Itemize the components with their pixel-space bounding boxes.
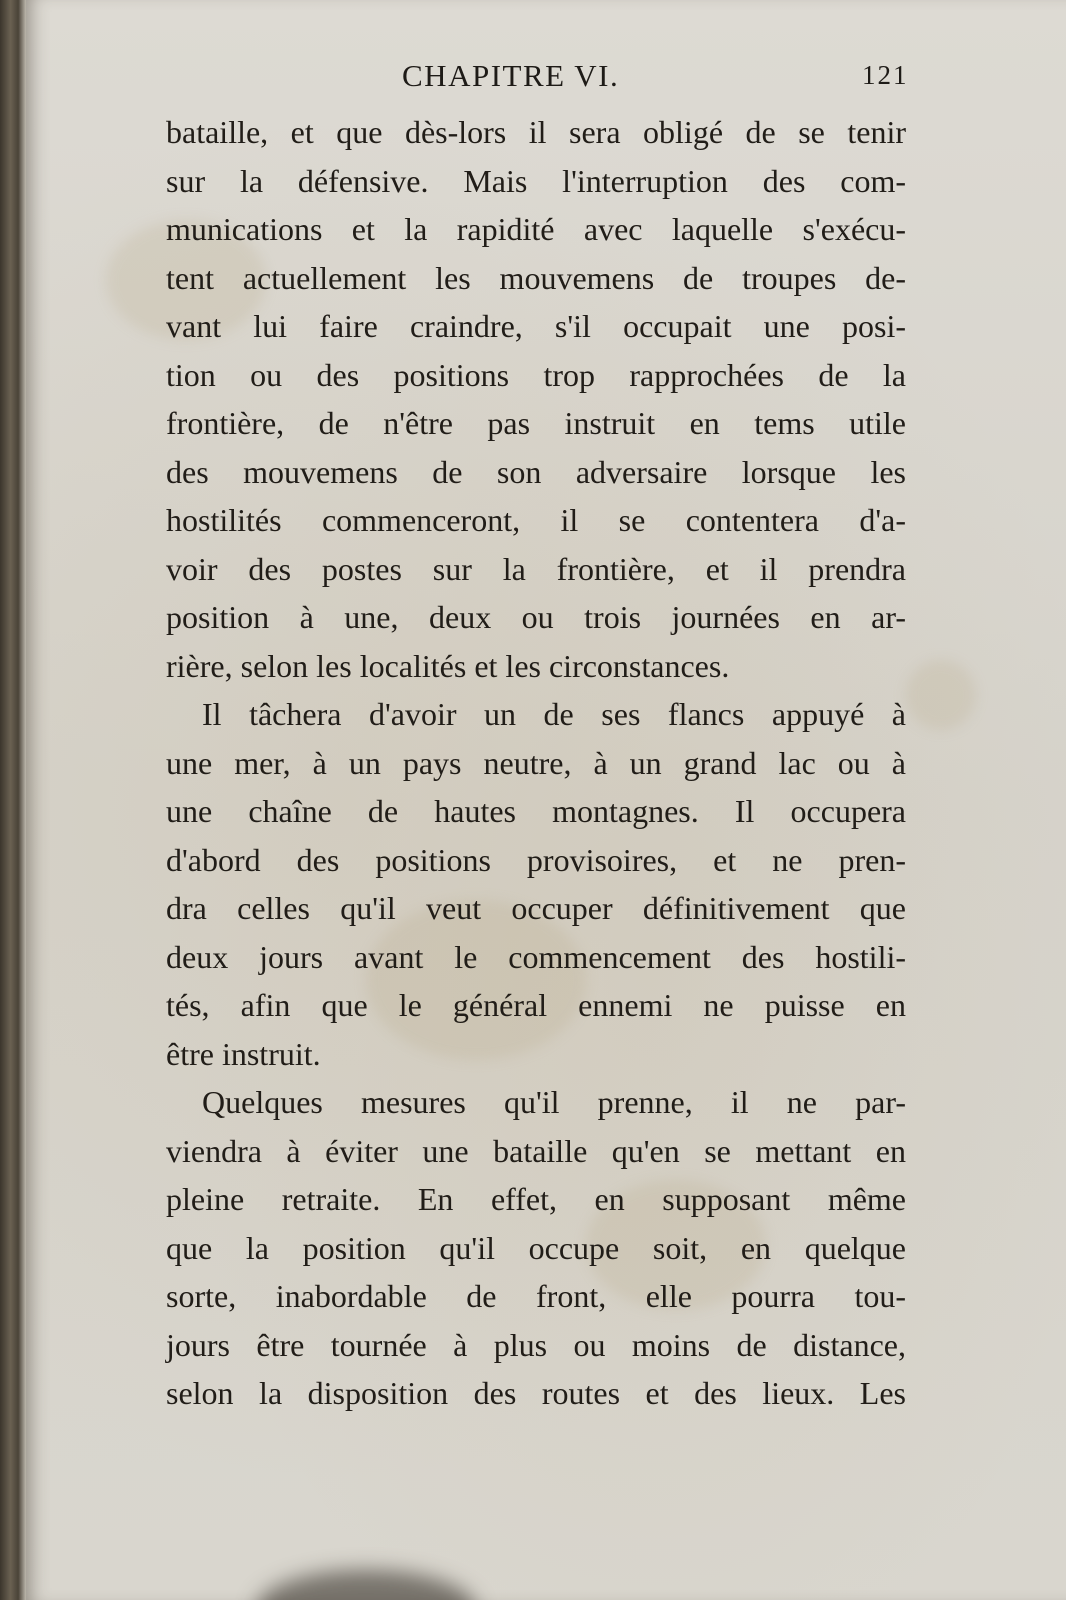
text-line: pleine retraite. En effet, en supposant même xyxy=(166,1181,906,1217)
text-line: sorte, inabordable de front, elle pourra tou- xyxy=(166,1278,906,1314)
paragraph xyxy=(166,1078,906,1418)
text-line: viendra à éviter une bataille qu'en se mettant en xyxy=(166,1132,906,1169)
text-line: dra celles qu'il veut occuper définitivement que xyxy=(166,890,906,926)
text-line: rière, selon les localités et les circonstances. xyxy=(166,647,730,684)
text-line: vant lui faire craindre, s'il occupait une posi- xyxy=(166,308,906,344)
text-line: d'abord des positions provisoires, et ne pren- xyxy=(166,841,906,878)
text-line: tés, afin que le général ennemi ne puisse en xyxy=(166,987,906,1023)
text-line: être instruit. xyxy=(166,1035,321,1072)
paragraph xyxy=(166,690,906,1078)
text-line: tent actuellement les mouvemens de troupes de- xyxy=(166,259,906,296)
text-line: voir des postes sur la frontière, et il prendra xyxy=(166,550,906,587)
book-binding xyxy=(0,0,26,1600)
text-line: sur la défensive. Mais l'interruption des com- xyxy=(166,162,906,199)
text-line: bataille, et que dès-lors il sera obligé de se tenir xyxy=(166,114,906,150)
text-line: Il tâchera d'avoir un de ses flancs appuyé à xyxy=(202,696,906,732)
text-line: tion ou des positions trop rapprochées de la xyxy=(166,356,906,393)
text-line: une chaîne de hautes montagnes. Il occupera xyxy=(166,793,906,829)
book-page xyxy=(26,0,1066,1600)
page-number: 121 xyxy=(862,60,909,90)
text-line: munications et la rapidité avec laquelle s'exécu- xyxy=(166,211,906,247)
text-line: jours être tournée à plus ou moins de distance, xyxy=(166,1326,906,1363)
text-line: deux jours avant le commencement des hostili- xyxy=(166,938,906,975)
text-line: selon la disposition des routes et des lieux. Les xyxy=(166,1375,906,1411)
text-line: des mouvemens de son adversaire lorsque les xyxy=(166,453,906,490)
text-line: hostilités commenceront, il se contentera d'a- xyxy=(166,502,906,538)
running-head xyxy=(26,58,1066,98)
text-line: une mer, à un pays neutre, à un grand lac ou à xyxy=(166,744,906,781)
text-line: que la position qu'il occupe soit, en quelque xyxy=(166,1229,906,1266)
text-line: frontière, de n'être pas instruit en tems utile xyxy=(166,405,906,441)
chapter-title: CHAPITRE VI. xyxy=(402,58,620,93)
paper-stain xyxy=(906,660,976,730)
text-line: position à une, deux ou trois journées en ar- xyxy=(166,599,906,635)
text-line: Quelques mesures qu'il prenne, il ne par- xyxy=(202,1084,906,1120)
paragraph xyxy=(166,108,906,690)
camera-shadow xyxy=(256,1570,476,1600)
body-text xyxy=(166,108,906,1418)
